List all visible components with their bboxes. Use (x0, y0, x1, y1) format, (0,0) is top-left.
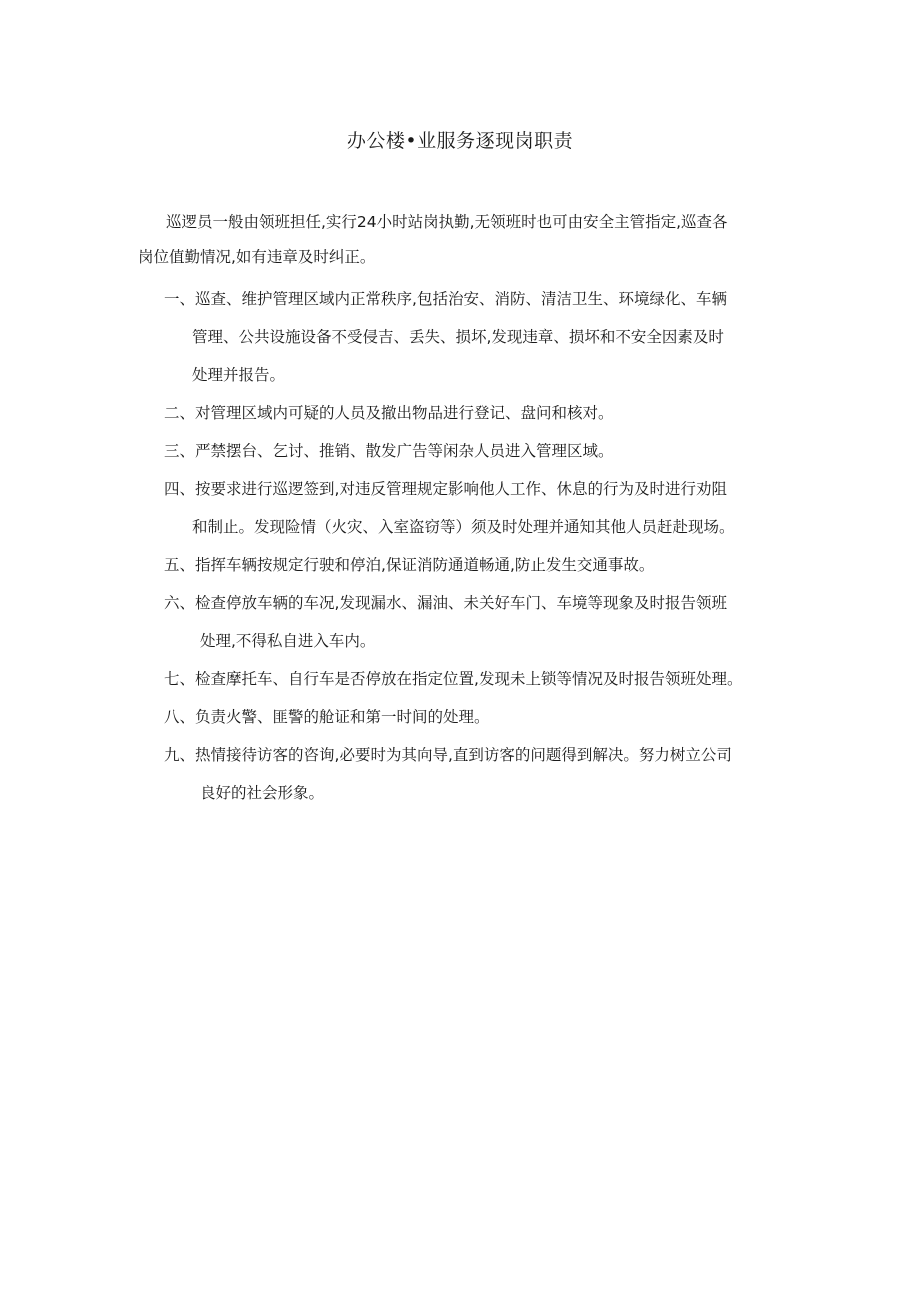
duty-item-text: 巡查、维护管理区域内正常秩序,包括治安、消防、清洁卫生、环境绿化、车辆 (195, 290, 727, 308)
duty-item-number: 四、 (164, 480, 196, 498)
duty-item-text: 管理、公共设施设备不受侵吉、丢失、损坏,发现违章、损坏和不安全因素及时 (192, 328, 724, 346)
duty-item-number: 六、 (164, 594, 196, 612)
duty-item-6 (164, 584, 804, 660)
duty-item-7 (164, 660, 804, 698)
duty-item-number: 七、 (164, 670, 196, 688)
duty-list (164, 280, 804, 812)
intro-line-2: 岗位值勤情况,如有违章及时纠正。 (138, 248, 376, 266)
duty-item-text: 严禁摆台、乞讨、推销、散发广告等闲杂人员进入管理区域。 (195, 442, 614, 460)
duty-item-3 (164, 432, 804, 470)
duty-item-text: 指挥车辆按规定行驶和停泊,保证消防通道畅通,防止发生交通事故。 (195, 556, 655, 574)
duty-item-8 (164, 698, 804, 736)
duty-item-text: 热情接待访客的咨询,必要时为其向导,直到访客的问题得到解决。努力树立公司 (195, 746, 732, 764)
duty-item-text: 良好的社会形象。 (200, 784, 325, 802)
duty-item-text: 负责火警、匪警的舱证和第一时间的处理。 (195, 708, 490, 726)
duty-item-text: 处理并报告。 (192, 366, 286, 384)
duty-item-9 (164, 736, 804, 812)
duty-item-number: 三、 (164, 442, 196, 460)
duty-item-text: 对管理区域内可疑的人员及撤出物品进行登记、盘问和核对。 (195, 404, 614, 422)
duty-item-text: 按要求进行巡逻签到,对违反管理规定影响他人工作、休息的行为及时进行劝阻 (195, 480, 727, 498)
duty-item-text: 检查停放车辆的车况,发现漏水、漏油、未关好车门、车境等现象及时报告领班 (195, 594, 727, 612)
duty-item-number: 八、 (164, 708, 196, 726)
duty-item-4 (164, 470, 804, 546)
intro-line-1: 巡逻员一般由领班担任,实行24小时站岗执勤,无领班时也可由安全主管指定,巡查各 (166, 213, 728, 231)
duty-item-1 (164, 280, 804, 394)
duty-item-number: 九、 (164, 746, 196, 764)
duty-item-text: 检查摩托车、自行车是否停放在指定位置,发现未上锁等情况及时报告领班处理。 (195, 670, 743, 688)
duty-item-number: 二、 (164, 404, 196, 422)
intro-paragraph (138, 205, 788, 275)
duty-item-2 (164, 394, 804, 432)
document-title: 办公楼•业服务逐现岗职责 (346, 130, 574, 152)
duty-item-text: 和制止。发现险情（火灾、入室盗窃等）须及时处理并通知其他人员赶赴现场。 (192, 518, 735, 536)
duty-item-5 (164, 546, 804, 584)
duty-item-text: 处理,不得私自进入车内。 (200, 632, 376, 650)
duty-item-number: 一、 (164, 290, 196, 308)
duty-item-number: 五、 (164, 556, 196, 574)
